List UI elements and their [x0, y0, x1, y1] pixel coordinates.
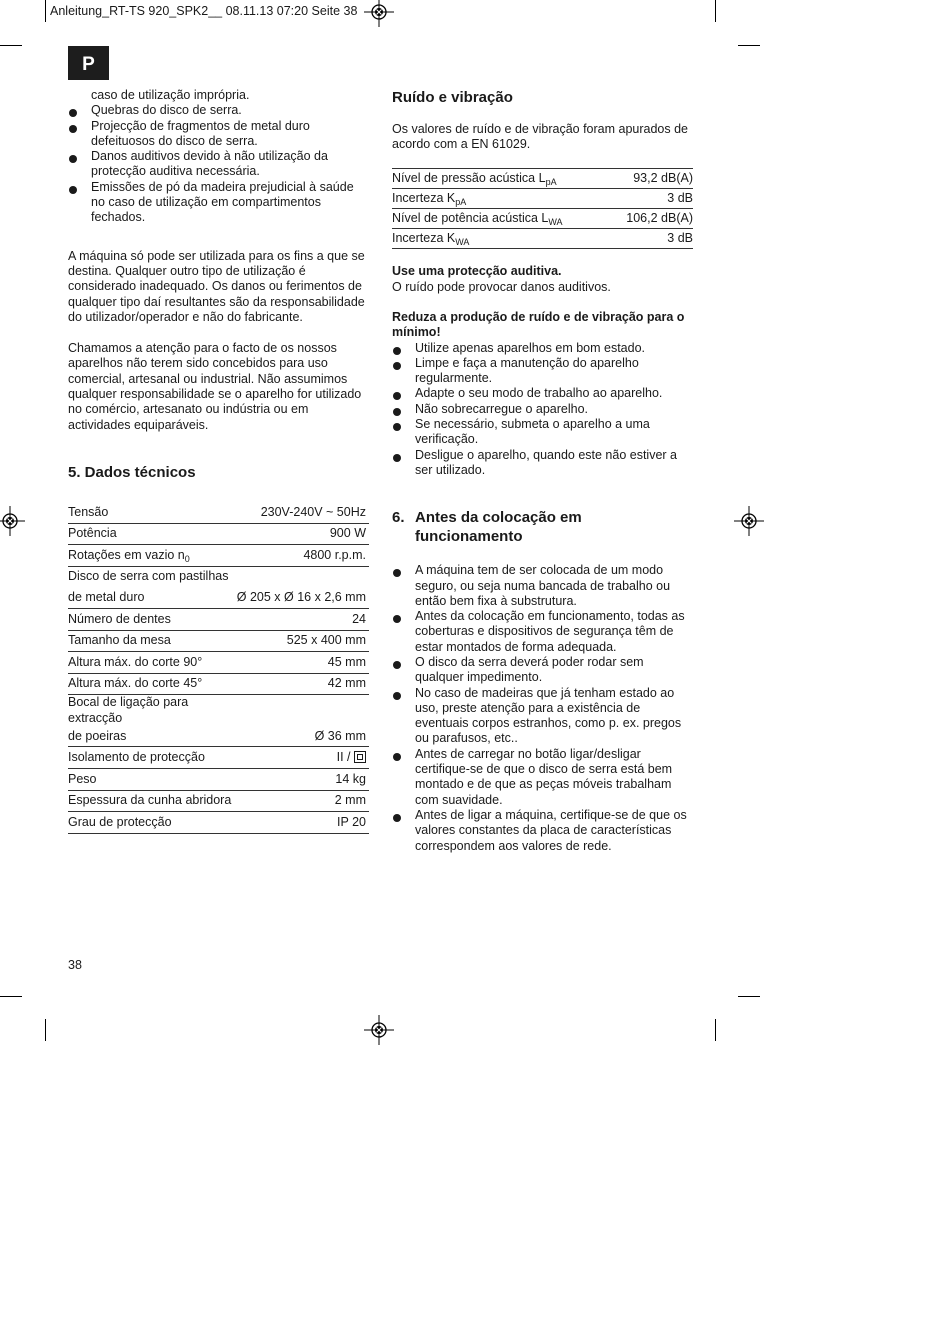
table-row [68, 630, 369, 652]
table-row [68, 747, 369, 769]
spec-label: Peso [68, 769, 237, 791]
crop-mark [45, 0, 46, 22]
spec-label: de metal duro [68, 587, 237, 608]
table-row [392, 229, 693, 249]
list-item: Quebras do disco de serra. [68, 103, 370, 118]
spec-value: IP 20 [237, 812, 369, 834]
table-row [392, 188, 693, 208]
bullet-icon [393, 753, 401, 761]
spec-label: Altura máx. do corte 90° [68, 652, 237, 674]
table-row [68, 790, 369, 812]
spec-label: Número de dentes [68, 608, 237, 630]
spec-label: Tamanho da mesa [68, 630, 237, 652]
section6-heading [392, 508, 694, 546]
list-item: Antes de carregar no botão ligar/desligar certifique-se de que o disco de serra está bem montado e de que as peças móveis trabalham com suavidade. [392, 747, 694, 808]
spec-value: II / [237, 747, 369, 769]
crop-mark [715, 1019, 716, 1041]
spec-value [237, 695, 369, 726]
file-info-header: Anleitung_RT-TS 920_SPK2__ 08.11.13 07:20 Seite 38 [50, 4, 358, 18]
list-item: No caso de madeiras que já tenham estado ao uso, preste atenção para a existência de eventuais corpos estranhos, como p. ex. pregos ou parafusos, etc.. [392, 686, 694, 747]
table-row [68, 587, 369, 608]
spec-value [237, 566, 369, 587]
table-row [68, 695, 369, 726]
table-row [68, 608, 369, 630]
hearing-protection-heading: Use uma protecção auditiva. [392, 264, 562, 279]
bullet-icon [69, 109, 77, 117]
registration-mark-icon [364, 0, 394, 27]
right-column [392, 88, 694, 854]
list-item: O disco da serra deverá poder rodar sem qualquer impedimento. [392, 655, 694, 686]
spec-value: 900 W [237, 523, 369, 545]
liability-paragraph: Chamamos a atenção para o facto de os nossos aparelhos não terem sido concebidos para uso comercial, artesanal ou industrial. Não assumimos qualquer responsabilidade se o aparelho for utilizado no comércio, artesanato ou indústria ou em actividades equiparáveis. [68, 341, 362, 432]
spec-value: 24 [237, 608, 369, 630]
noise-label: Incerteza $K_{WA}$ [392, 229, 608, 249]
list-item: Se necessário, submeta o aparelho a uma verificação. [392, 417, 694, 448]
spec-value: 45 mm [237, 652, 369, 674]
section6-title: Antes da colocação em funcionamento [415, 509, 582, 546]
noise-value: 3 dB [608, 188, 693, 208]
spec-value: 525 x 400 mm [237, 630, 369, 652]
tech-data-heading: 5. Dados técnicos [68, 463, 196, 481]
noise-label: Nível de pressão acústica $L_{pA}$ [392, 168, 608, 188]
crop-mark [45, 1019, 46, 1041]
spec-value: 230V-240V ~ 50Hz [237, 502, 369, 523]
spec-label: Bocal de ligação para extracção [68, 695, 189, 725]
hearing-protection-text: O ruído pode provocar danos auditivos. [392, 279, 611, 294]
crop-mark [0, 996, 22, 997]
bullet-icon [393, 423, 401, 431]
spec-label: Potência [68, 523, 237, 545]
noise-label: Nível de potência acústica $L_{WA}$ [392, 208, 608, 228]
bullet-icon [393, 692, 401, 700]
bullet-icon [393, 615, 401, 623]
registration-mark-icon [364, 1015, 394, 1045]
language-badge: P [68, 46, 109, 80]
bullet-icon [393, 392, 401, 400]
table-row [68, 566, 369, 587]
bullet-icon [393, 408, 401, 416]
table-row [68, 769, 369, 791]
table-row [68, 726, 369, 747]
list-item: Danos auditivos devido à não utilização da protecção auditiva necessária. [68, 149, 370, 180]
spec-value: Ø 205 x Ø 16 x 2,6 mm [237, 587, 369, 608]
list-item: Utilize apenas aparelhos em bom estado. [392, 341, 694, 356]
table-row [68, 523, 369, 545]
intended-use-paragraph: A máquina só pode ser utilizada para os fins a que se destina. Qualquer outro tipo de utilização é considerado inadequado. Os danos ou ferimentos de qualquer tipo daí resultantes são da responsabilidade do utilizador/operador e não do fabricante. [68, 248, 365, 324]
noise-intro: Os valores de ruído e de vibração foram apurados de acordo com a EN 61029. [392, 122, 689, 152]
registration-mark-icon [0, 506, 25, 536]
bullet-icon [393, 814, 401, 822]
list-item: Antes de ligar a máquina, certifique-se de que os valores constantes da placa de características correspondem aos valores de rede. [392, 808, 694, 854]
table-row [392, 208, 693, 228]
bullet-icon [393, 362, 401, 370]
spec-value: 42 mm [237, 673, 369, 695]
spec-label: de poeiras [68, 726, 237, 747]
spec-label: Grau de protecção [68, 812, 237, 834]
list-item: Limpe e faça a manutenção do aparelho regularmente. [392, 356, 694, 387]
table-row [392, 168, 693, 188]
preparation-list [392, 563, 694, 854]
section6-number: 6. [392, 509, 405, 527]
reduce-noise-list [392, 341, 694, 479]
list-item: Antes da colocação em funcionamento, todas as coberturas e dispositivos de segurança têm de estar montados de forma adequada. [392, 609, 694, 655]
list-item: Emissões de pó da madeira prejudicial à saúde no caso de utilização em compartimentos fechados. [68, 180, 370, 226]
noise-value: 3 dB [608, 229, 693, 249]
spec-label: Disco de serra com pastilhas [68, 569, 229, 584]
bullet-icon [69, 186, 77, 194]
spec-value: 14 kg [237, 769, 369, 791]
page-number: 38 [68, 958, 82, 972]
left-column [68, 88, 370, 834]
table-row [68, 502, 369, 523]
bullet-icon [393, 569, 401, 577]
bullet-icon [69, 155, 77, 163]
crop-mark [738, 996, 760, 997]
spec-label: Isolamento de protecção [68, 747, 237, 769]
crop-mark [738, 45, 760, 46]
reduce-noise-heading: Reduza a produção de ruído e de vibração para o mínimo! [392, 309, 685, 340]
spec-value: 2 mm [237, 790, 369, 812]
table-row [68, 673, 369, 695]
table-row [68, 652, 369, 674]
noise-label: Incerteza $K_{pA}$ [392, 188, 608, 208]
list-item: Desligue o aparelho, quando este não estiver a ser utilizado. [392, 448, 694, 479]
list-item-continuation: caso de utilização imprópria. [91, 88, 250, 102]
table-row [68, 545, 369, 567]
spec-value: 4800 r.p.m. [237, 545, 369, 567]
spec-label: Tensão [68, 502, 237, 523]
tech-data-table [68, 502, 369, 834]
bullet-icon [393, 347, 401, 355]
spec-label: Altura máx. do corte 45° [68, 673, 237, 695]
bullet-icon [393, 661, 401, 669]
bullet-icon [393, 454, 401, 462]
noise-value: 106,2 dB(A) [608, 208, 693, 228]
crop-mark [715, 0, 716, 22]
list-item: Adapte o seu modo de trabalho ao aparelho. [392, 386, 694, 401]
hazard-list [68, 103, 370, 225]
noise-value: 93,2 dB(A) [608, 168, 693, 188]
noise-table [392, 168, 693, 250]
crop-mark [0, 45, 22, 46]
spec-value: Ø 36 mm [237, 726, 369, 747]
table-row [68, 812, 369, 834]
list-item: Projecção de fragmentos de metal duro defeituosos do disco de serra. [68, 119, 370, 150]
spec-label: Espessura da cunha abridora [68, 790, 237, 812]
spec-label: Rotações em vazio $n_0$ [68, 545, 237, 567]
registration-mark-icon [734, 506, 764, 536]
protection-class-icon [354, 751, 366, 763]
bullet-icon [69, 125, 77, 133]
list-item: A máquina tem de ser colocada de um modo seguro, ou seja numa bancada de trabalho ou então bem fixa à substrutura. [392, 563, 694, 609]
list-item: Não sobrecarregue o aparelho. [392, 402, 694, 417]
noise-heading: Ruído e vibração [392, 89, 513, 106]
